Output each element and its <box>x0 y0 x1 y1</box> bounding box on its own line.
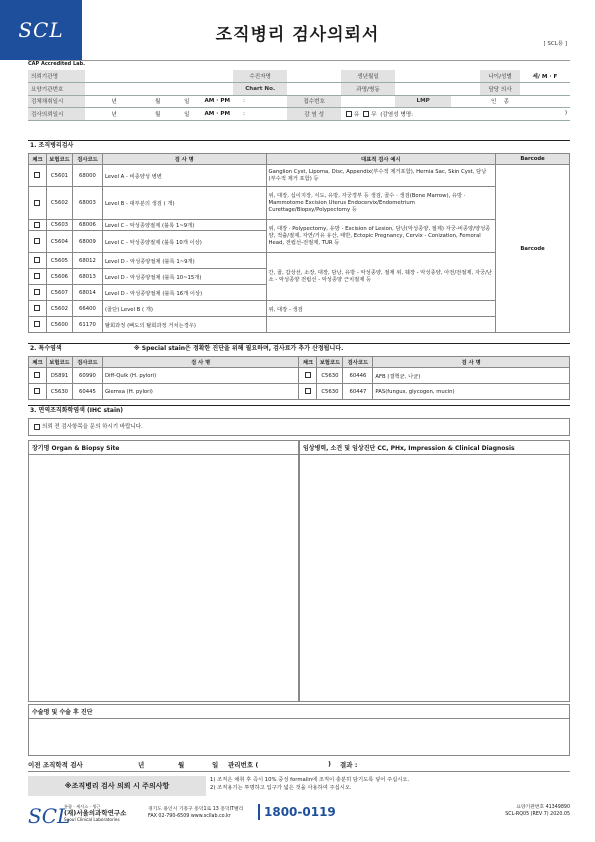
label-race: 인 종 <box>480 95 520 108</box>
label-department: 과명/병동 <box>341 83 395 96</box>
scl-logo <box>0 0 82 60</box>
row-checkbox[interactable] <box>34 305 40 311</box>
infection-yes-checkbox[interactable] <box>346 111 352 117</box>
barcode-area: Barcode <box>496 165 570 333</box>
label-request-date: 검사의뢰일시 <box>28 108 85 121</box>
field-chart-no[interactable] <box>287 83 341 96</box>
notice-line: 1) 조직은 채취 후 즉시 10% 중성 formalin에 조직이 충분히 담기도록 넣어 주십시오. <box>210 777 410 783</box>
example-text: 간, 골, 갑상선, 소장, 대장, 담낭, 유방 - 악성종양, 절제 위, 췌장 - 악성종양, 아전/전절제, 자궁/난소 - 악성종양 전립선 - 악성종양 근치절제 등 <box>266 253 496 301</box>
label-infection: 감 염 성 <box>287 108 341 121</box>
time-colon: : <box>233 108 287 121</box>
ins-code: C5602 <box>46 187 72 220</box>
row-checkbox[interactable] <box>34 172 40 178</box>
th-test-code: 검사코드 <box>72 357 102 368</box>
test-name: Diff-Quik (H. pylori) <box>102 368 299 384</box>
section2-title <box>28 343 570 354</box>
section2-table <box>28 356 570 400</box>
ins-code: C5607 <box>46 285 72 301</box>
inst-code: 요양기관번호 41349890 <box>516 805 570 810</box>
org-en: Seoul Clinical Laboratories <box>64 817 120 822</box>
infection-no-checkbox[interactable] <box>363 111 369 117</box>
notice-text <box>210 776 409 792</box>
footer-logo: SCL <box>28 804 71 828</box>
test-name: Giemsa (H. pylori) <box>102 384 299 400</box>
row-checkbox[interactable] <box>34 257 40 263</box>
th-ins-code: 보험코드 <box>317 357 343 368</box>
address-line: 경기도 용인시 기흥구 흥덕1로 13 흥덕IT밸리 <box>148 807 244 812</box>
surgery-box[interactable] <box>28 704 570 756</box>
month-label: 월 <box>143 108 172 121</box>
no-label: 무 <box>371 111 377 118</box>
time-colon: : <box>233 95 287 108</box>
test-code: 68003 <box>72 187 102 220</box>
footer-address <box>148 806 243 820</box>
ins-code: C5604 <box>46 231 72 253</box>
organ-title: 장기명 Organ & Biopsy Site <box>29 441 298 455</box>
field-birthdate[interactable] <box>395 70 480 83</box>
th-ins-code: 보험코드 <box>46 154 72 165</box>
field-inst-number[interactable] <box>85 83 233 96</box>
row-checkbox[interactable] <box>305 372 311 378</box>
clinical-title: 임상병력, 소견 및 임상진단 CC, PHx, Impression & Clinical Diagnosis <box>300 441 569 455</box>
field-department[interactable] <box>395 83 480 96</box>
test-code: 68000 <box>72 165 102 187</box>
ins-code: C5600 <box>46 317 72 333</box>
field-doctor[interactable] <box>520 83 570 96</box>
ins-code: C5601 <box>46 165 72 187</box>
th-check: 체크 <box>29 154 47 165</box>
patient-info-table <box>28 70 570 121</box>
month-label: 월 <box>178 761 185 769</box>
th-check: 체크 <box>29 357 47 368</box>
test-code: 60446 <box>343 368 373 384</box>
example-empty <box>266 317 496 333</box>
ihc-box[interactable] <box>28 418 570 436</box>
test-code: 60445 <box>72 384 102 400</box>
test-name: 탈회과정 (뼈도의 탈회과정 거치는경우) <box>102 317 266 333</box>
divider <box>28 60 570 61</box>
ihc-checkbox[interactable] <box>34 424 40 430</box>
year-label: 년 <box>138 761 145 769</box>
test-name: Level C - 악성종양절제 (블록 1~9개) <box>102 220 266 231</box>
row-checkbox[interactable] <box>34 372 40 378</box>
row-checkbox[interactable] <box>34 321 40 327</box>
ihc-note: 의뢰 전 검사항목을 문의 하시기 바랍니다. <box>42 424 143 430</box>
notice-label: ※조직병리 검사 의뢰 시 주의사항 <box>28 776 206 796</box>
label-birthdate: 생년월일 <box>341 70 395 83</box>
ins-code: C5630 <box>317 368 343 384</box>
surgery-title: 수술명 및 수술 후 진단 <box>29 705 569 719</box>
row-checkbox[interactable] <box>34 273 40 279</box>
yes-label: 유 <box>354 111 360 118</box>
ins-code: C5603 <box>46 220 72 231</box>
th-examples: 대표적 검사 예시 <box>266 154 496 165</box>
previous-exam-label: 이전 조직학적 검사 <box>28 761 83 769</box>
cap-label: CAP Accredited Lab. <box>28 61 86 67</box>
page-title: 조직병리 검사의뢰서 <box>215 25 380 45</box>
section1-table <box>28 153 570 333</box>
section1-title: 1. 조직병리검사 <box>28 140 570 151</box>
footer-codes <box>505 804 570 818</box>
label-inst-number: 요양기관번호 <box>28 83 85 96</box>
day-label: 일 <box>172 95 201 108</box>
label-doctor: 담당 의사 <box>480 83 520 96</box>
test-code: 68014 <box>72 285 102 301</box>
test-code: 68006 <box>72 220 102 231</box>
row-checkbox[interactable] <box>34 238 40 244</box>
row-checkbox[interactable] <box>34 388 40 394</box>
test-name: PAS(fungus, glycogen, mucin) <box>373 384 570 400</box>
ins-code: C5630 <box>46 384 72 400</box>
ampm-label[interactable]: AM · PM <box>201 95 233 108</box>
clinical-box[interactable] <box>299 440 570 702</box>
row-checkbox[interactable] <box>305 388 311 394</box>
th-ins-code: 보험코드 <box>46 357 72 368</box>
test-code: 61170 <box>72 317 102 333</box>
ins-code: D5891 <box>46 368 72 384</box>
ins-code: C5605 <box>46 253 72 269</box>
test-name: Level D - 악성종양절제 (블록 10~15개) <box>102 269 266 285</box>
row-checkbox[interactable] <box>34 222 40 228</box>
test-code: 68009 <box>72 231 102 253</box>
test-name: Level D - 악성종양절제 (블록 16개 이상) <box>102 285 266 301</box>
label-patient-name: 수진자명 <box>233 70 287 83</box>
field-patient-name[interactable] <box>287 70 341 83</box>
ampm-label[interactable]: AM · PM <box>201 108 233 121</box>
mgmt-number-label: 관리번호 ( <box>228 761 259 769</box>
label-collection-date: 검체채취일시 <box>28 95 85 108</box>
day-label: 일 <box>172 108 201 121</box>
th-test-name: 검 사 명 <box>102 154 266 165</box>
th-test-name: 검 사 명 <box>373 357 570 368</box>
label-lmp: LMP <box>395 95 451 108</box>
th-check: 체크 <box>299 357 317 368</box>
org-small: 통합 · 세시스 · 생근 <box>64 804 101 809</box>
org-name: (재)서울의과학연구소 <box>64 809 127 817</box>
example-text: Ganglion Cyst, Lipoma, Disc, Appendix(부수적 제거포함), Hernia Sac, Skin Cyst, 담낭(부수적 제거 포함) 등 <box>266 165 496 187</box>
logo-text: SCL <box>18 18 64 42</box>
footer-org <box>64 804 126 823</box>
example-text: 위, 대장, 십이지장, 식도, 유방, 자궁경부 등 생검, 골수 · 생검(Bone Marrow), 유방 · Mammotome Excision Uterus Endocervix/Endometrium Curettage/Biopsy/Polypectomy 등 <box>266 187 496 220</box>
field-infection <box>341 108 570 121</box>
label-chart-no: Chart No. <box>233 83 287 96</box>
test-name: AFB (결핵균, 나균) <box>373 368 570 384</box>
field-receipt-number[interactable] <box>341 95 395 108</box>
ins-code: C5630 <box>317 384 343 400</box>
field-race[interactable] <box>520 95 570 108</box>
field-institution[interactable] <box>85 70 233 83</box>
label-institution: 의뢰기관명 <box>28 70 85 83</box>
footer-separator <box>258 804 260 820</box>
form-code: SCL-RQ05 (REV 7) 2020.05 <box>505 812 570 817</box>
test-name: (골단) Level B ( 개) <box>102 301 266 317</box>
label-age-sex: 나이/성별 <box>480 70 520 83</box>
section3-title: 3. 면역조직화학염색 (IHC stain) <box>28 405 570 416</box>
test-code: 60447 <box>343 384 373 400</box>
infection-name-label: (감염성 병명: <box>380 111 414 118</box>
example-text: 위, 대장 · Polypectomy, 유방 - Excision of Lesion, 담낭(악성종양, 절제) 자궁-비종양/양성종양, 적출/절제, 자연/거유 유산, 태반, Ectopic Pregnancy, Cervix - Conization, Femoral Head, 전립선-전절제, TUR 등 <box>266 220 496 253</box>
test-name: Level C - 악성종양절제 (블록 10개 이상) <box>102 231 266 253</box>
th-test-code: 검사코드 <box>72 154 102 165</box>
test-name: Level D - 악성종양절제 (블록 1~9개) <box>102 253 266 269</box>
row-checkbox[interactable] <box>34 200 40 206</box>
test-code: 68012 <box>72 253 102 269</box>
year-label: 년 <box>85 108 143 121</box>
test-code: 60990 <box>72 368 102 384</box>
example-text: 위, 대장 - 생검 <box>266 301 496 317</box>
test-code: 66400 <box>72 301 102 317</box>
previous-exam-row <box>28 760 570 769</box>
paren-close: ) <box>564 109 567 116</box>
footer-phone[interactable]: 1800-0119 <box>264 805 336 819</box>
divider <box>28 771 570 772</box>
scl-use-label: [ SCL용 ] <box>543 41 567 47</box>
test-code: 68013 <box>72 269 102 285</box>
section2-note: ※ Special stain은 정확한 진단을 위해 필요하며, 검사료가 추가 산정됩니다. <box>133 345 344 352</box>
th-test-name: 검 사 명 <box>102 357 299 368</box>
fax-web-line: FAX 02-790-6509 www.scllab.co.kr <box>148 814 231 819</box>
test-name: Level B - 대부분의 생검 ( 개) <box>102 187 266 220</box>
th-test-code: 검사코드 <box>343 357 373 368</box>
row-checkbox[interactable] <box>34 289 40 295</box>
ins-code: C5602 <box>46 301 72 317</box>
year-label: 년 <box>85 95 143 108</box>
result-label: 결과 : <box>340 761 358 769</box>
organ-box[interactable] <box>28 440 299 702</box>
field-lmp[interactable] <box>451 95 480 108</box>
label-receipt-number: 접수번호 <box>287 95 341 108</box>
test-name: Level A - 비종양성 병변 <box>102 165 266 187</box>
notice-line: 2) 조직용기는 투명하고 입구가 넓은 것을 사용하여 주십시오. <box>210 785 352 791</box>
day-label: 일 <box>212 761 219 769</box>
ins-code: C5606 <box>46 269 72 285</box>
month-label: 월 <box>143 95 172 108</box>
th-barcode: Barcode <box>496 154 570 165</box>
field-age-sex[interactable]: 세/ M · F <box>520 70 570 83</box>
section2-title-text: 2. 특수염색 <box>30 345 62 352</box>
paren-close: ) <box>328 760 331 768</box>
footer <box>28 800 570 830</box>
